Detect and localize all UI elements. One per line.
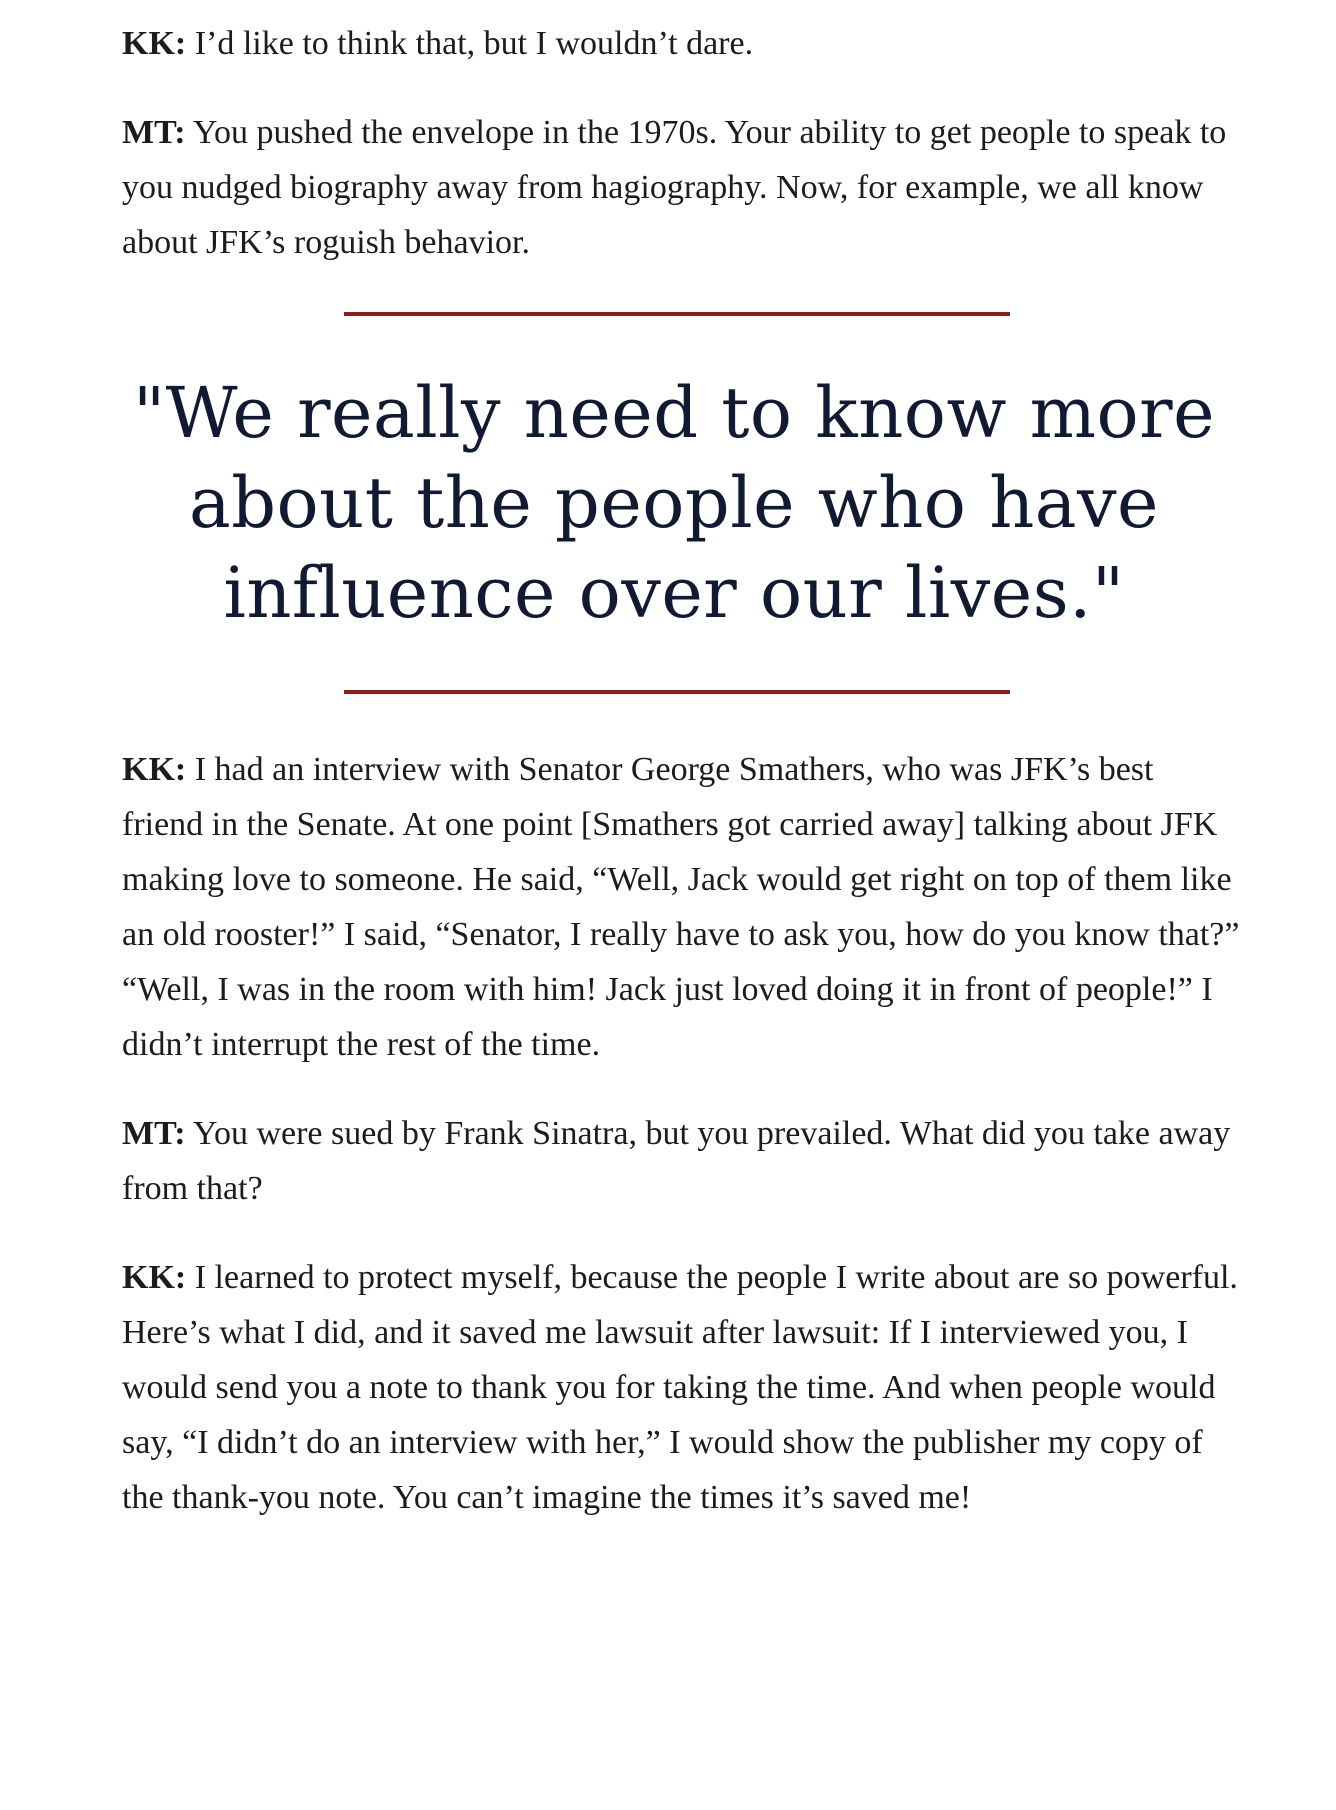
pull-quote-block bbox=[122, 312, 1242, 694]
interview-paragraph bbox=[122, 16, 1242, 71]
speaker-label: KK: bbox=[122, 1259, 187, 1296]
paragraph-text: I’d like to think that, but I wouldn’t dare. bbox=[186, 25, 754, 62]
pull-quote: "We really need to know more about the people who have influence over our lives." bbox=[132, 372, 1216, 634]
paragraph-text: You were sued by Frank Sinatra, but you prevailed. What did you take away from that? bbox=[122, 1115, 1231, 1207]
interview-paragraph bbox=[122, 1250, 1242, 1525]
speaker-label: MT: bbox=[122, 114, 186, 151]
paragraph-text: I had an interview with Senator George Smathers, who was JFK’s best friend in the Senate. At one point [Smathers got carried away] talking about JFK making love to someone. He said, “Well, Jack would get right on top of them like an old rooster!” I said, “Senator, I really have to ask you, how do you know that?” “Well, I was in the room with him! Jack just loved doing it in front of people!” I didn’t interrupt the rest of the time. bbox=[122, 751, 1240, 1063]
speaker-label: KK: bbox=[122, 751, 187, 788]
paragraph-text: You pushed the envelope in the 1970s. Your ability to get people to speak to you nudged biography away from hagiography. Now, for example, we all know about JFK’s roguish behavior. bbox=[122, 114, 1227, 261]
speaker-label: MT: bbox=[122, 1115, 186, 1152]
speaker-label: KK: bbox=[122, 25, 187, 62]
interview-paragraph bbox=[122, 742, 1242, 1072]
interview-paragraph bbox=[122, 1106, 1242, 1216]
interview-paragraph bbox=[122, 105, 1242, 270]
article-body bbox=[122, 16, 1242, 1559]
pull-quote-top-rule bbox=[344, 312, 1010, 316]
paragraph-text: I learned to protect myself, because the people I write about are so powerful. Here’s what I did, and it saved me lawsuit after lawsuit: If I interviewed you, I would send you a note to thank you for taking the time. And when people would say, “I didn’t do an interview with her,” I would show the publisher my copy of the thank-you note. You can’t imagine the times it’s saved me! bbox=[122, 1259, 1238, 1516]
pull-quote-bottom-rule bbox=[344, 690, 1010, 694]
